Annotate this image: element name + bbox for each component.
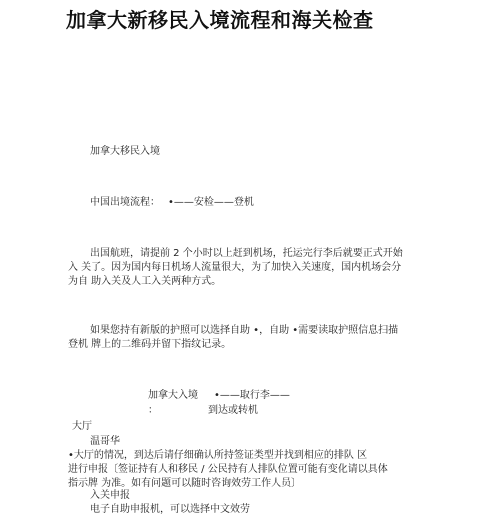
section-heading: 加拿大移民入境	[90, 146, 160, 157]
china-exit-label: 中国出境流程：	[90, 197, 160, 208]
canada-entry-colon: ：	[148, 405, 158, 416]
paragraph-line: 如果您持有新版的护照可以选择自助 •，自助 •需要读取护照信息扫描	[90, 325, 399, 336]
paragraph-line: 指示牌 为准。如有问题可以随时咨询效劳工作人员〕	[68, 478, 302, 489]
canada-entry-flow: •——取行李——	[214, 390, 290, 401]
canada-entry-arrival: 到达或转机	[208, 405, 258, 416]
canada-entry-label: 加拿大入境	[148, 390, 198, 401]
paragraph-arrival-hall	[68, 449, 388, 491]
paragraph-flight	[68, 247, 403, 289]
paragraph-line: •大厅的情况，到达后请仔细确认所持签证类型并找到相应的排队 区	[68, 450, 368, 461]
paragraph-line: 出国航班，请提前 2 个小时以上赶到机场，托运完行李后就要正式开始	[90, 248, 403, 259]
paragraph-line: 为自 助入关及人工入关两种方式。	[68, 276, 222, 287]
paragraph-line: 进行申报〔签证持有人和移民 / 公民持有人排队位置可能有变化请以具体	[68, 464, 388, 475]
kiosk-line: 电子自助申报机，可以选择中文效劳	[90, 504, 250, 515]
paragraph-self-service	[68, 324, 398, 352]
entry-declaration-heading: 入关申报	[90, 490, 130, 501]
paragraph-line: 登机 牌上的二维码并留下指纹记录。	[68, 339, 232, 350]
page-title: 加拿大新移民入境流程和海关检查	[66, 8, 374, 32]
china-exit-steps: •——安检——登机	[168, 197, 254, 208]
hall-label: 大厅	[72, 421, 92, 432]
paragraph-line: 入 关了。因为国内每日机场人流量很大，为了加快入关速度，国内机场会分	[68, 262, 402, 273]
vancouver-label: 温哥华	[90, 436, 120, 447]
